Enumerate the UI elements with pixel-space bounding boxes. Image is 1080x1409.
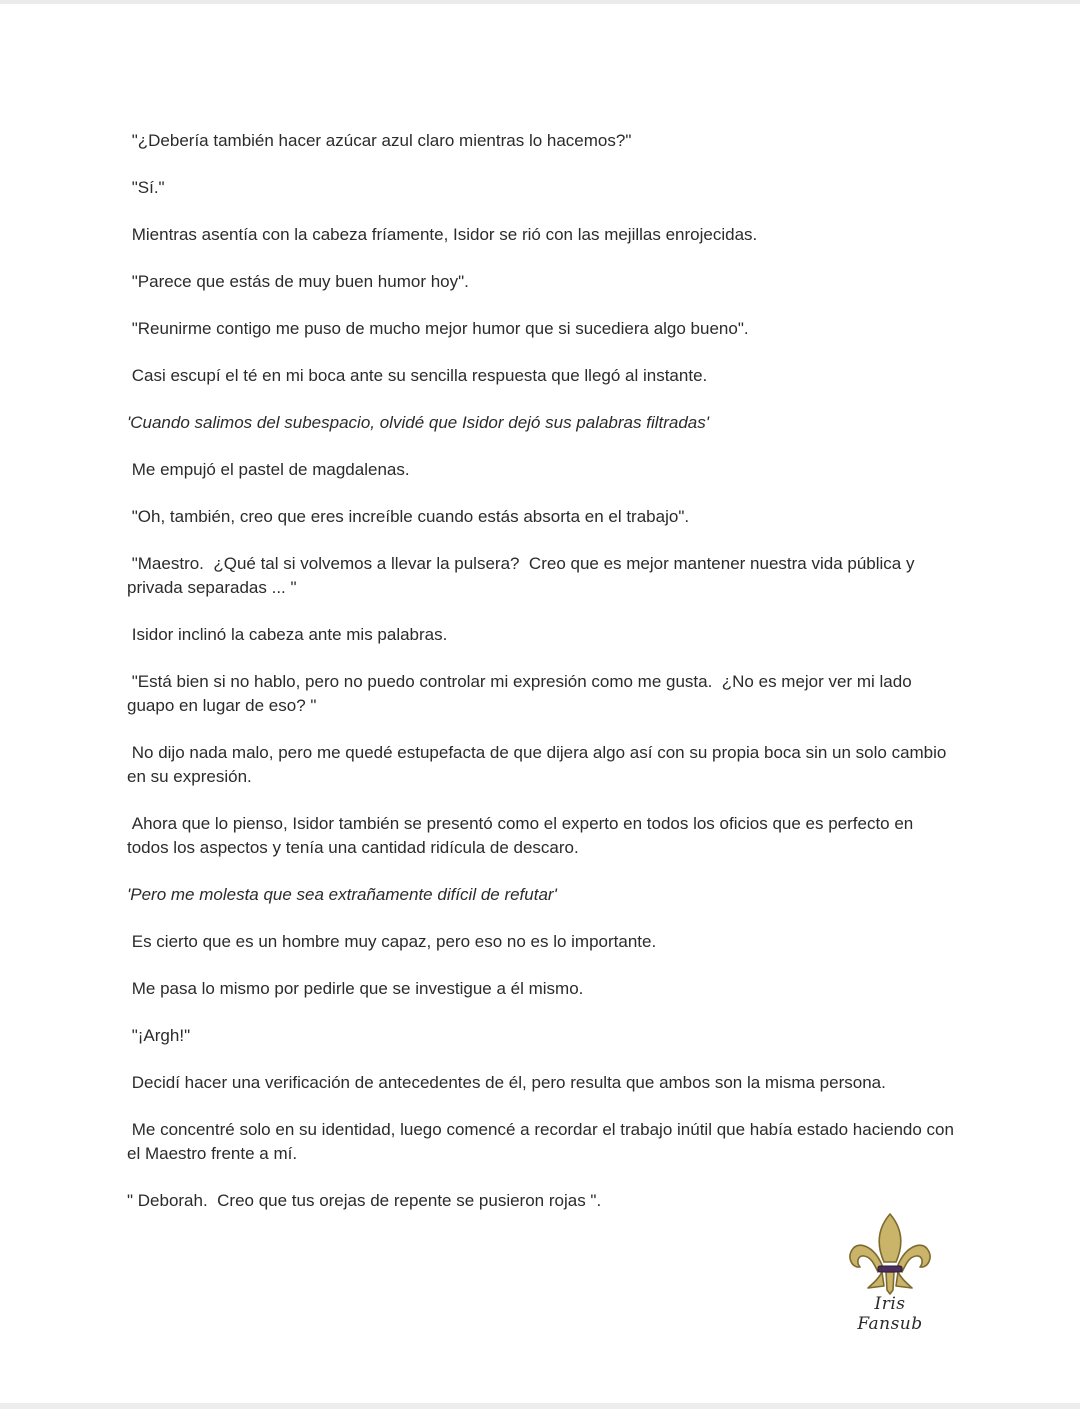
paragraph: "Está bien si no hablo, pero no puedo controlar mi expresión como me gusta. ¿No es mejor ver mi lado guapo en lugar de eso? " [127, 672, 917, 715]
document-body [127, 129, 957, 1236]
page-top-edge [0, 0, 1080, 4]
paragraph: Decidí hacer una verificación de antecedentes de él, pero resulta que ambos son la misma persona. [127, 1073, 886, 1092]
paragraph: "¡Argh!" [127, 1026, 191, 1045]
paragraph: "Reunirme contigo me puso de mucho mejor humor que si sucediera algo bueno". [127, 319, 749, 338]
paragraph: Ahora que lo pienso, Isidor también se presentó como el experto en todos los oficios que es perfecto en todos los aspectos y tenía una cantidad ridícula de descaro. [127, 814, 918, 857]
paragraph: Isidor inclinó la cabeza ante mis palabras. [127, 625, 448, 644]
watermark-text: Iris Fansub [857, 1294, 923, 1334]
fleur-de-lis-icon [844, 1210, 936, 1296]
paragraph: "Sí." [127, 178, 165, 197]
paragraph: "Maestro. ¿Qué tal si volvemos a llevar la pulsera? Creo que es mejor mantener nuestra vida pública y privada separadas ... " [127, 554, 920, 597]
paragraph: Me empujó el pastel de magdalenas. [127, 460, 410, 479]
paragraph: Mientras asentía con la cabeza fríamente, Isidor se rió con las mejillas enrojecidas. [127, 225, 758, 244]
paragraph: No dijo nada malo, pero me quedé estupefacta de que dijera algo así con su propia boca sin un solo cambio en su expresión. [127, 743, 952, 786]
italic-paragraph: 'Pero me molesta que sea extrañamente difícil de refutar' [127, 885, 557, 904]
italic-paragraph: 'Cuando salimos del subespacio, olvidé que Isidor dejó sus palabras filtradas' [127, 413, 709, 432]
paragraph: "¿Debería también hacer azúcar azul claro mientras lo hacemos?" [127, 131, 632, 150]
paragraph: " Deborah. Creo que tus orejas de repente se pusieron rojas ". [127, 1191, 602, 1210]
paragraph: "Oh, también, creo que eres increíble cuando estás absorta en el trabajo". [127, 507, 690, 526]
paragraph: Es cierto que es un hombre muy capaz, pero eso no es lo importante. [127, 932, 657, 951]
page-bottom-edge [0, 1403, 1080, 1409]
watermark-logo [840, 1210, 940, 1334]
paragraph: "Parece que estás de muy buen humor hoy". [127, 272, 469, 291]
paragraph: Casi escupí el té en mi boca ante su sencilla respuesta que llegó al instante. [127, 366, 708, 385]
paragraph: Me pasa lo mismo por pedirle que se investigue a él mismo. [127, 979, 584, 998]
paragraph: Me concentré solo en su identidad, luego comencé a recordar el trabajo inútil que había estado haciendo con el Maestro frente a mí. [127, 1120, 959, 1163]
